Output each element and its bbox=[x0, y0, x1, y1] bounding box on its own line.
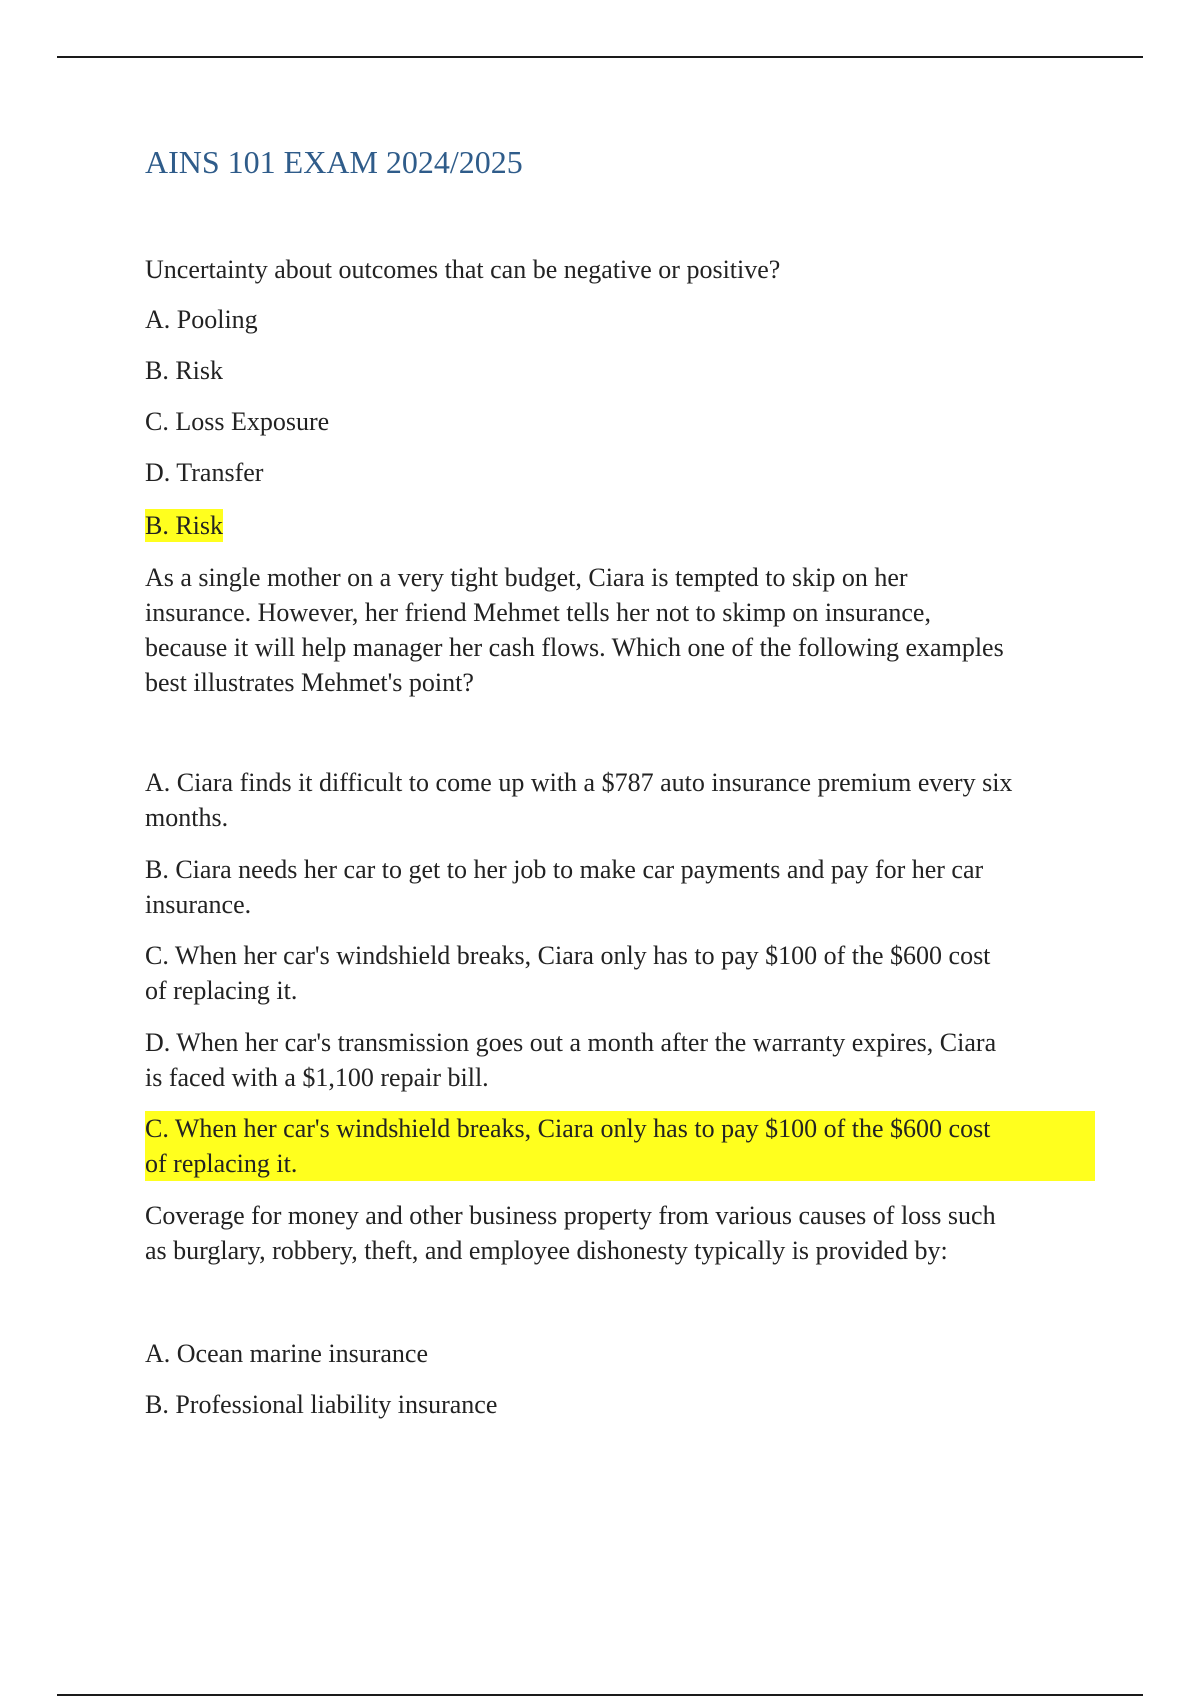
q2-option-c-line: of replacing it. bbox=[145, 976, 298, 1005]
q1-option-a: A. Pooling bbox=[145, 305, 258, 334]
q1-answer bbox=[145, 508, 223, 543]
q1-prompt: Uncertainty about outcomes that can be negative or positive? bbox=[145, 255, 781, 284]
q2-option-d bbox=[145, 1025, 1095, 1095]
q2-prompt-line: best illustrates Mehmet's point? bbox=[145, 668, 474, 697]
q2-option-d-line: D. When her car's transmission goes out a month after the warranty expires, Ciara bbox=[145, 1028, 997, 1057]
q3-prompt bbox=[145, 1198, 1095, 1268]
q3-prompt-line: Coverage for money and other business property from various causes of loss such bbox=[145, 1201, 996, 1230]
q1-option-c: C. Loss Exposure bbox=[145, 407, 330, 436]
q2-option-b bbox=[145, 852, 1095, 922]
q2-answer-highlight: of replacing it. bbox=[145, 1146, 1095, 1181]
q1-option-b: B. Risk bbox=[145, 356, 224, 385]
q2-option-a bbox=[145, 765, 1095, 835]
q2-prompt bbox=[145, 560, 1095, 700]
q3-option-a: A. Ocean marine insurance bbox=[145, 1339, 428, 1368]
q2-prompt-line: As a single mother on a very tight budget, Ciara is tempted to skip on her bbox=[145, 563, 908, 592]
q2-option-d-line: is faced with a $1,100 repair bill. bbox=[145, 1063, 489, 1092]
q2-option-a-line: A. Ciara finds it difficult to come up with a $787 auto insurance premium every six bbox=[145, 768, 1013, 797]
q2-option-a-line: months. bbox=[145, 803, 229, 832]
q2-prompt-line: because it will help manager her cash flows. Which one of the following examples bbox=[145, 633, 1004, 662]
bottom-rule bbox=[57, 1694, 1143, 1696]
q3-prompt-line: as burglary, robbery, theft, and employee dishonesty typically is provided by: bbox=[145, 1236, 948, 1265]
q2-option-c bbox=[145, 938, 1095, 1008]
q1-answer-highlight: B. Risk bbox=[145, 511, 224, 540]
document-title: AINS 101 EXAM 2024/2025 bbox=[145, 144, 523, 180]
q3-option-b: B. Professional liability insurance bbox=[145, 1390, 498, 1419]
q2-option-b-line: insurance. bbox=[145, 890, 252, 919]
q2-answer bbox=[145, 1111, 1095, 1181]
top-rule bbox=[57, 56, 1143, 58]
q2-answer-highlight: C. When her car's windshield breaks, Ciara only has to pay $100 of the $600 cost bbox=[145, 1111, 1095, 1146]
q2-option-c-line: C. When her car's windshield breaks, Ciara only has to pay $100 of the $600 cost bbox=[145, 941, 991, 970]
q2-prompt-line: insurance. However, her friend Mehmet tells her not to skimp on insurance, bbox=[145, 598, 931, 627]
q1-option-d: D. Transfer bbox=[145, 458, 264, 487]
q2-option-b-line: B. Ciara needs her car to get to her job to make car payments and pay for her car bbox=[145, 855, 984, 884]
